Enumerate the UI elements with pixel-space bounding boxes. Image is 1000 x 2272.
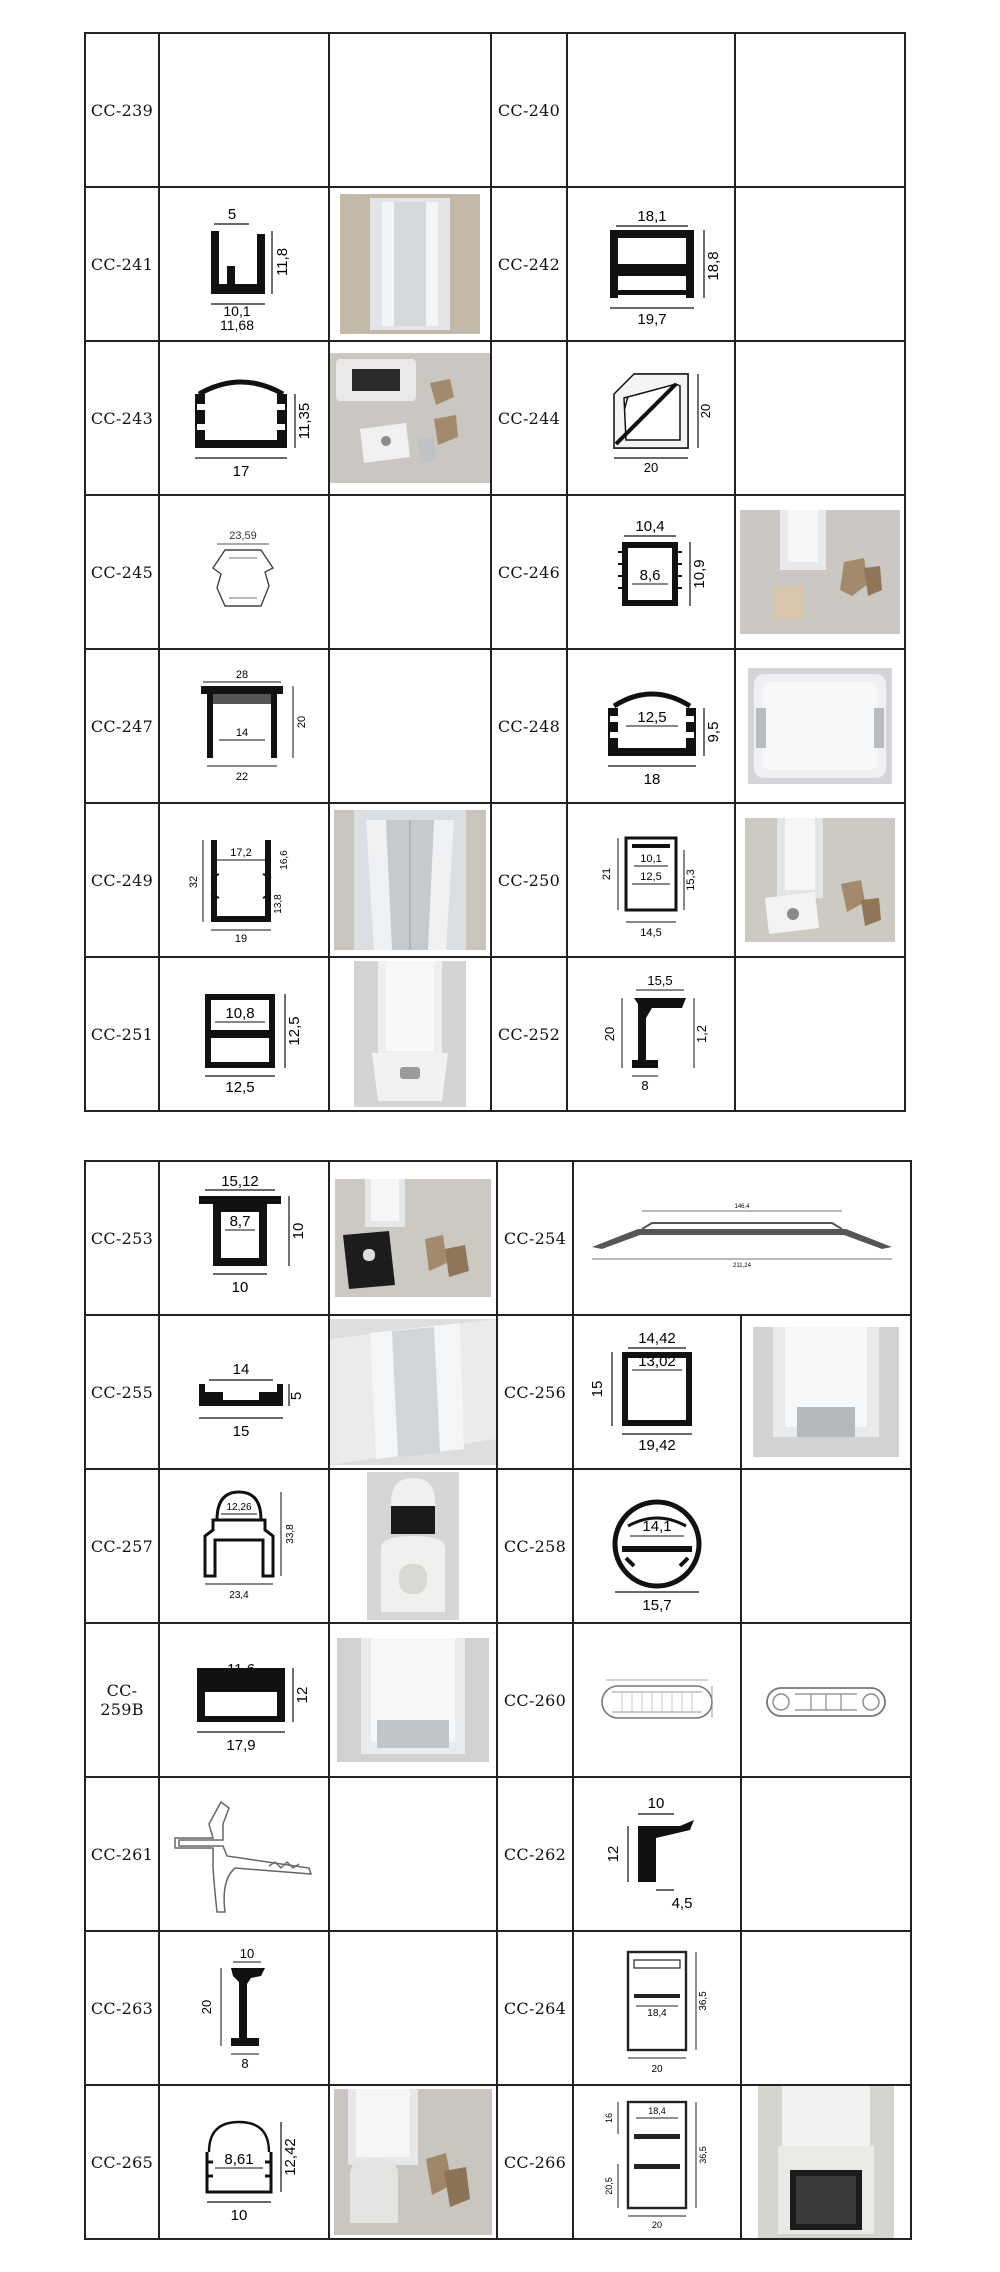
profile-drawing-cell	[159, 33, 329, 187]
dimension-label: 20	[698, 403, 713, 419]
product-code: CC-239	[85, 33, 159, 187]
product-code: CC-250	[491, 803, 567, 957]
product-photo-cell	[741, 1777, 911, 1931]
dimension-label: 12,5	[286, 1016, 303, 1046]
dimension-label: 20	[651, 2220, 663, 2230]
product-code: CC-255	[85, 1315, 159, 1469]
product-photo-cell	[735, 495, 905, 649]
product-code: CC-248	[491, 649, 567, 803]
aluminium-profile-drawing	[751, 1630, 901, 1770]
aluminium-profile-drawing	[576, 656, 726, 796]
aluminium-profile-drawing	[169, 2092, 319, 2232]
profile-drawing-cell	[159, 649, 329, 803]
product-photo-cell	[329, 1777, 497, 1931]
product-photo-cell	[329, 957, 491, 1111]
dimension-label: 5	[288, 1391, 305, 1401]
table-row	[85, 187, 905, 341]
profile-drawing-cell	[567, 341, 735, 495]
product-photo-cell	[329, 1623, 497, 1777]
table-row	[85, 1315, 911, 1469]
product-code: CC-256	[497, 1315, 573, 1469]
aluminium-profile-drawing	[576, 810, 726, 950]
product-code: CC-266	[497, 2085, 573, 2239]
aluminium-profile-drawing	[169, 1168, 319, 1308]
dimension-label: 16,6	[279, 850, 290, 870]
dimension-label: 8,7	[229, 1213, 251, 1230]
dimension-label: 18,4	[648, 2106, 666, 2116]
product-photo-cell	[735, 803, 905, 957]
dimension-label: 146,4	[734, 1204, 750, 1210]
product-photo-cell	[741, 1469, 911, 1623]
dimension-label: 1,2	[694, 1024, 709, 1044]
profile-drawing-cell	[159, 1931, 329, 2085]
aluminium-profile-drawing	[169, 1630, 319, 1770]
dimension-label: 32	[188, 875, 200, 889]
dimension-label: 23,4	[229, 1590, 249, 1601]
product-code: CC-253	[85, 1161, 159, 1315]
profile-drawing-cell	[573, 1315, 741, 1469]
aluminium-profile-drawing	[576, 194, 726, 334]
dimension-label: 17,9	[226, 1737, 256, 1754]
profile-drawing-cell	[573, 1777, 741, 1931]
product-code: CC-252	[491, 957, 567, 1111]
product-code: CC-260	[497, 1623, 573, 1777]
profile-drawing-cell	[567, 495, 735, 649]
dimension-label: 12,5	[225, 1079, 255, 1096]
dimension-label: 12,26	[226, 1502, 252, 1513]
dimension-label: 18,4	[647, 2008, 667, 2019]
profile-drawing-cell	[159, 2085, 329, 2239]
product-code: CC-254	[497, 1161, 573, 1315]
product-photo	[367, 1472, 459, 1620]
product-photo-cell	[741, 1931, 911, 2085]
aluminium-profile-drawing	[169, 1322, 319, 1462]
profile-drawing-cell	[567, 803, 735, 957]
product-code: CC-246	[491, 495, 567, 649]
dimension-label: 12	[294, 1686, 311, 1704]
dimension-label: 12,42	[282, 2138, 299, 2176]
product-photo	[330, 353, 490, 483]
aluminium-profile-drawing	[582, 1784, 732, 1924]
product-code: CC-258	[497, 1469, 573, 1623]
product-code: CC-244	[491, 341, 567, 495]
table-row	[85, 33, 905, 187]
dimension-label: 9,5	[705, 721, 722, 743]
product-photo-cell	[735, 649, 905, 803]
aluminium-profile-drawing	[576, 348, 726, 488]
dimension-label: 16	[604, 2112, 614, 2124]
product-photo	[354, 961, 466, 1107]
table-row	[85, 1469, 911, 1623]
dimension-label: 15,5	[647, 973, 673, 988]
dimension-label: 22	[235, 771, 249, 783]
product-photo-cell	[329, 1469, 497, 1623]
profile-drawing-cell	[159, 1777, 329, 1931]
table-row	[85, 649, 905, 803]
product-code: CC-247	[85, 649, 159, 803]
product-photo-cell	[329, 803, 491, 957]
aluminium-profile-drawing	[169, 1938, 319, 2078]
product-photo	[334, 810, 486, 950]
product-code: CC-245	[85, 495, 159, 649]
product-photo-cell	[329, 649, 491, 803]
dimension-label: 23,59	[229, 530, 257, 542]
profile-drawing-cell	[573, 1161, 911, 1315]
dimension-label: 10	[239, 1946, 255, 1961]
dimension-label: 8,6	[639, 567, 661, 584]
dimension-label: 12,5	[640, 871, 662, 883]
profile-drawing-cell	[159, 1315, 329, 1469]
product-code: CC-240	[491, 33, 567, 187]
profile-drawing-cell	[159, 187, 329, 341]
product-photo-cell	[741, 2085, 911, 2239]
product-code: CC-251	[85, 957, 159, 1111]
dimension-label: 18,1	[637, 208, 667, 225]
dimension-label: 10	[230, 2207, 248, 2224]
product-photo-cell	[329, 341, 491, 495]
dimension-label: 15	[589, 1380, 606, 1398]
dimension-label: 21	[601, 867, 613, 881]
product-photo-cell	[329, 187, 491, 341]
table-row	[85, 495, 905, 649]
profile-drawing-cell	[573, 2085, 741, 2239]
product-photo-cell	[735, 187, 905, 341]
product-photo	[334, 2089, 492, 2235]
dimension-label: 15	[232, 1423, 250, 1440]
profile-drawing-cell	[159, 1623, 329, 1777]
profile-drawing-cell	[573, 1931, 741, 2085]
dimension-label: 14,1	[642, 1518, 672, 1535]
dimension-label: 20	[643, 460, 659, 475]
aluminium-profile-drawing	[169, 1784, 319, 1924]
dimension-label: 8	[241, 2056, 249, 2071]
product-code: CC-241	[85, 187, 159, 341]
dimension-label: 11,68	[220, 317, 254, 333]
product-photo	[745, 818, 895, 942]
product-code: CC-249	[85, 803, 159, 957]
aluminium-profile-drawing	[576, 502, 726, 642]
dimension-label: 18,8	[705, 251, 722, 281]
profile-table-2	[84, 1160, 912, 2240]
profile-drawing-cell	[573, 1469, 741, 1623]
dimension-label: 14,5	[640, 927, 662, 939]
aluminium-profile-drawing	[582, 1193, 902, 1283]
aluminium-profile-drawing	[169, 348, 319, 488]
profile-drawing-cell	[159, 341, 329, 495]
dimension-label: 4,5	[671, 1895, 693, 1912]
profile-drawing-cell	[567, 957, 735, 1111]
aluminium-profile-drawing	[169, 502, 319, 642]
aluminium-profile-drawing	[576, 964, 726, 1104]
aluminium-profile-drawing	[169, 194, 319, 334]
dimension-label: 15,12	[221, 1173, 259, 1190]
product-photo-cell	[329, 1315, 497, 1469]
product-photo	[340, 194, 480, 334]
dimension-label: 28	[235, 669, 249, 681]
dimension-label: 36,5	[698, 2146, 708, 2164]
product-photo	[337, 1638, 489, 1762]
dimension-label: 14	[235, 727, 249, 739]
table-row	[85, 957, 905, 1111]
dimension-label: 19	[234, 933, 248, 945]
product-code: CC-264	[497, 1931, 573, 2085]
dimension-label: 33,8	[285, 1524, 296, 1544]
product-photo	[758, 2086, 894, 2238]
dimension-label: 36,5	[698, 1991, 709, 2011]
dimension-label: 15,7	[642, 1597, 672, 1614]
profile-drawing-cell	[159, 803, 329, 957]
profile-drawing-cell	[159, 1469, 329, 1623]
aluminium-profile-drawing	[169, 1476, 319, 1616]
dimension-label: 19,42	[638, 1437, 676, 1454]
dimension-label: 10,1	[640, 853, 662, 865]
product-photo-cell	[735, 957, 905, 1111]
dimension-label: 12	[605, 1845, 622, 1863]
dimension-label: 13,8	[273, 894, 284, 914]
profile-drawing-cell	[159, 1161, 329, 1315]
product-photo-cell	[329, 495, 491, 649]
dimension-label: 10,4	[635, 518, 665, 535]
dimension-label: 13,02	[638, 1353, 676, 1370]
dimension-label: 11,35	[296, 402, 313, 440]
table-row	[85, 803, 905, 957]
table-row	[85, 1623, 911, 1777]
dimension-label: 10,8	[225, 1005, 255, 1022]
product-photo	[335, 1179, 491, 1297]
aluminium-profile-drawing	[169, 810, 319, 950]
dimension-label: 17	[232, 463, 250, 480]
table-row	[85, 2085, 911, 2239]
aluminium-profile-drawing	[169, 656, 319, 796]
product-photo-cell	[329, 1931, 497, 2085]
product-code: CC-262	[497, 1777, 573, 1931]
dimension-label: 19,7	[637, 311, 667, 328]
product-code: CC-265	[85, 2085, 159, 2239]
aluminium-profile-drawing	[582, 1322, 732, 1462]
table-row	[85, 1777, 911, 1931]
dimension-label: 20	[651, 2064, 663, 2075]
product-photo-cell	[329, 33, 491, 187]
product-photo-cell	[741, 1315, 911, 1469]
table-row	[85, 1161, 911, 1315]
aluminium-profile-drawing	[582, 1476, 732, 1616]
dimension-label: 8	[641, 1078, 649, 1093]
aluminium-profile-drawing	[582, 1938, 732, 2078]
dimension-label: 12,5	[637, 709, 667, 726]
profile-drawing-cell	[159, 495, 329, 649]
profile-drawing-cell	[567, 649, 735, 803]
aluminium-profile-drawing	[169, 964, 319, 1104]
product-photo-cell	[735, 341, 905, 495]
table-row	[85, 1931, 911, 2085]
dimension-label: 14	[232, 1361, 250, 1378]
profile-drawing-cell	[567, 187, 735, 341]
product-code: CC-261	[85, 1777, 159, 1931]
product-code: CC-242	[491, 187, 567, 341]
dimension-label: 17,2	[230, 847, 252, 859]
dimension-label: 5	[227, 206, 237, 223]
dimension-label: 10	[231, 1279, 249, 1296]
aluminium-profile-drawing	[582, 1630, 732, 1770]
product-photo-cell	[735, 33, 905, 187]
dimension-label: 15,3	[685, 869, 697, 891]
dimension-label: 20,5	[604, 2177, 614, 2195]
table-row	[85, 341, 905, 495]
dimension-label: 10	[647, 1795, 665, 1812]
profile-table-1	[84, 32, 906, 1112]
dimension-label: 8,61	[224, 2151, 254, 2168]
dimension-label: 20	[296, 715, 308, 729]
product-photo-cell	[329, 1161, 497, 1315]
product-photo	[748, 668, 892, 784]
product-photo	[330, 1319, 496, 1465]
dimension-label: 18	[643, 771, 661, 788]
dimension-label: 14,42	[638, 1330, 676, 1347]
dimension-label: 11,8	[274, 247, 291, 277]
dimension-label: 10,9	[691, 559, 708, 589]
dimension-label: 10,1	[223, 303, 251, 319]
product-code: CC-259B	[85, 1623, 159, 1777]
product-code: CC-263	[85, 1931, 159, 2085]
dimension-label: 20	[199, 1999, 214, 2015]
product-photo	[753, 1327, 899, 1457]
product-code: CC-257	[85, 1469, 159, 1623]
product-photo	[740, 510, 900, 634]
profile-drawing-cell	[573, 1623, 741, 1777]
product-photo-cell	[329, 2085, 497, 2239]
profile-drawing-cell	[567, 33, 735, 187]
aluminium-profile-drawing	[582, 2092, 732, 2232]
dimension-label: 211,24	[733, 1263, 751, 1269]
product-code: CC-243	[85, 341, 159, 495]
profile-drawing-cell	[159, 957, 329, 1111]
dimension-label: 10	[290, 1222, 307, 1240]
dimension-label: 20	[602, 1026, 617, 1042]
product-photo-cell	[741, 1623, 911, 1777]
